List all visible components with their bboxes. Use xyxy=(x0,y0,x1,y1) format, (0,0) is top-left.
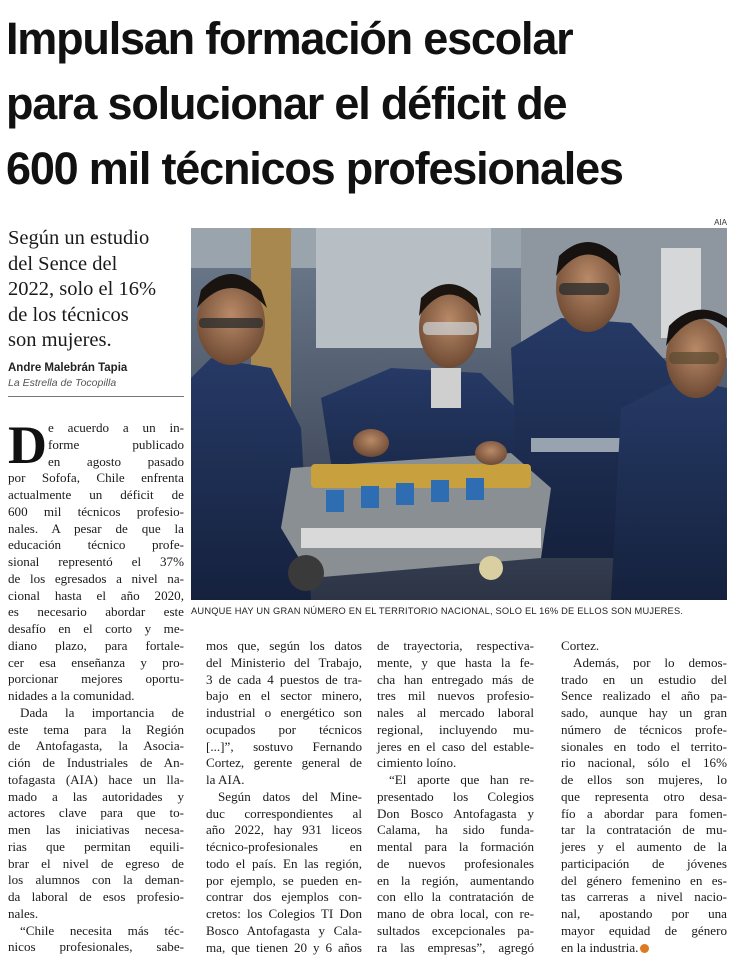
text-line: “El aporte que han re- xyxy=(389,772,534,787)
headline-line: Impulsan formación escolar xyxy=(6,13,573,64)
text-line: la AIA. xyxy=(206,772,245,787)
text-line: sultados excepcionales pa- xyxy=(377,922,534,938)
text-line: rias que permitan equili- xyxy=(8,838,184,854)
text-line: 3 de cada 4 puestos de tra- xyxy=(206,671,362,687)
text-line: da laboral de esos profesio- xyxy=(8,889,184,904)
text-line: jeres y el aumento de la xyxy=(561,839,727,854)
text-line: tas carreras a nivel nacio- xyxy=(561,889,727,905)
text-line: los alumnos con la deman- xyxy=(8,872,184,888)
text-line: Cortez. xyxy=(561,638,600,653)
text-line: técnico-profesionales en xyxy=(206,839,362,854)
text-line: de ellos son mujeres, lo xyxy=(561,772,727,787)
lead-line: del Sence del xyxy=(8,252,118,275)
text-line: actores clave para que to- xyxy=(8,805,184,821)
text-line: Bosco Antofagasta y Cala- xyxy=(206,922,362,938)
paragraph xyxy=(206,789,362,957)
text-line: duc correspondientes al xyxy=(206,805,362,821)
text-line: cretos: los Colegios TI Don xyxy=(206,906,362,921)
text-line: 600 mil técnicos profesio- xyxy=(8,503,184,519)
byline-author: Andre Malebrán Tapia xyxy=(8,362,128,374)
text-line: del género femenino en es- xyxy=(561,872,727,888)
text-line: actualmente un déficit de xyxy=(8,487,184,502)
text-line: de trayectoria, respectiva- xyxy=(377,638,534,653)
text-line: por ejemplo, se pueden en- xyxy=(206,872,362,888)
text-line: nicos profesionales, sabe- xyxy=(8,939,184,955)
text-line: industrial o energético son xyxy=(206,705,362,720)
text-line: ción de Industriales de An- xyxy=(8,755,184,770)
text-line xyxy=(561,940,727,957)
text-line: mayor equidad de género xyxy=(561,922,727,938)
text-line: mano de obra local, con re- xyxy=(377,906,534,921)
text-line: cha han entregado más de xyxy=(377,671,534,687)
article-column-3 xyxy=(377,638,534,956)
text-line: regional, incluyendo mu- xyxy=(377,721,534,737)
lead-line: Según un estudio xyxy=(8,227,150,249)
photo-caption: AUNQUE HAY UN GRAN NÚMERO EN EL TERRITORIO NACIONAL, SOLO EL 16% DE ELLOS SON MUJERES. xyxy=(191,606,684,616)
article-column-2 xyxy=(206,638,362,956)
text-line: tres mil nuevos profesio- xyxy=(377,688,534,704)
text-line: diano plazo, para fortale- xyxy=(8,637,184,653)
text-line: Don Bosco Antofagasta y xyxy=(377,805,534,821)
text-line: contrar dos ejemplos con- xyxy=(206,889,362,905)
lead-line: son mujeres. xyxy=(8,329,112,351)
text-line: brar el nivel de egreso de xyxy=(8,855,184,871)
drop-cap: D xyxy=(8,415,47,475)
text-line: en agosto pasado xyxy=(48,453,184,469)
text-line: este tema para la Región xyxy=(8,721,184,737)
end-mark-icon xyxy=(640,944,649,953)
text-line: sional representó el 37% xyxy=(8,554,184,569)
lead-line: de los técnicos xyxy=(8,303,129,326)
lead-line: 2022, solo el 16% xyxy=(8,278,157,300)
text-line: año 2022, hay 931 liceos xyxy=(206,822,362,838)
paragraph xyxy=(561,655,727,957)
byline-divider xyxy=(8,396,184,397)
article-photo xyxy=(191,228,727,600)
text-line: mente, y que hasta la fe- xyxy=(377,654,534,670)
text-line: “Chile necesita más téc- xyxy=(20,922,184,938)
text-line: desafío en el corto y me- xyxy=(8,621,184,636)
paragraph xyxy=(561,638,727,655)
headline-line: para solucionar el déficit de xyxy=(6,78,567,129)
text-line: cer esa enseñanza y pro- xyxy=(8,654,184,670)
text-line: tar la contratación de mu- xyxy=(561,822,727,838)
text-line: Según datos del Mine- xyxy=(218,788,362,804)
text-line: todo el país. En las región, xyxy=(206,855,362,871)
lead-summary xyxy=(8,226,178,354)
text-line: presentado los Colegios xyxy=(377,788,534,804)
text-line: por Sofofa, Chile enfrenta xyxy=(8,470,184,486)
article-column-1 xyxy=(8,415,184,956)
text-line: Calama, ha sido funda- xyxy=(377,822,534,838)
text-line: nal, apostando por una xyxy=(561,906,727,921)
text-line: Además, por lo demos- xyxy=(573,654,727,670)
text-line: mos que, según los datos xyxy=(206,638,362,653)
text-line: es necesario abordar este xyxy=(8,604,184,620)
text-line: mental para la formación xyxy=(377,839,534,854)
headline-line: 600 mil técnicos profesionales xyxy=(6,143,623,194)
text-line: participación de jóvenes xyxy=(561,855,727,871)
paragraph xyxy=(206,638,362,789)
text-line: nales al mercado laboral xyxy=(377,705,534,720)
paragraph xyxy=(377,638,534,772)
text-line: bajo en el sector minero, xyxy=(206,688,362,704)
text-line: mado a las autoridades y xyxy=(8,788,184,804)
text-line: sionales en todo el territo- xyxy=(561,738,727,754)
text-line: nales. A pesar de que la xyxy=(8,520,184,536)
text-line: rio nacional, sólo el 16% xyxy=(561,755,727,771)
photo-credit: AIA xyxy=(714,218,727,227)
paragraph xyxy=(8,705,184,923)
text-line: de los egresados a nivel na- xyxy=(8,570,184,586)
text-line: de Antofagasta, la Asocia- xyxy=(8,738,184,754)
photo-illustration xyxy=(191,228,727,600)
text-line: en la región, aumentando xyxy=(377,872,534,888)
paragraph xyxy=(8,923,184,957)
text-line: forme publicado xyxy=(48,436,184,452)
text-line: educación técnico profe- xyxy=(8,537,184,553)
text-line: sado, aunque hay un gran xyxy=(561,705,727,720)
paragraph xyxy=(377,772,534,956)
byline-outlet: La Estrella de Tocopilla xyxy=(8,377,117,389)
text-line: nales. xyxy=(8,905,39,921)
text-line: ra las empresas”, agregó xyxy=(377,939,534,955)
text-line: nidades a la comunidad. xyxy=(8,688,135,703)
text-line: que representa otro desa- xyxy=(561,788,727,804)
text-line: del Ministerio del Trabajo, xyxy=(206,654,362,670)
text-line: tofagasta (AIA) hace un lla- xyxy=(8,771,184,787)
text-line: Dada la importancia de xyxy=(20,704,184,720)
text-line: Sence realizado el año pa- xyxy=(561,688,727,704)
text-line: [...]”, sostuvo Fernando xyxy=(206,738,362,754)
text-line: con ello la contratación de xyxy=(377,889,534,905)
text-line: cional hasta el año 2020, xyxy=(8,587,184,603)
text-line-content: en la industria. xyxy=(561,939,639,955)
text-line: de nuevos profesionales xyxy=(377,855,534,871)
text-line: porcionar mejores oportu- xyxy=(8,671,184,687)
text-line: trado en un estudio del xyxy=(561,671,727,687)
text-line: ocupados por técnicos xyxy=(206,721,362,737)
headline xyxy=(6,6,731,201)
text-line: jeres en el caso del estable- xyxy=(377,738,534,754)
text-line: fío a abordar para fomen- xyxy=(561,805,727,821)
text-line: men las iniciativas necesa- xyxy=(8,822,184,837)
text-line: cimiento loíno. xyxy=(377,755,457,771)
text-line: número de técnicos profe- xyxy=(561,721,727,737)
article-column-4 xyxy=(561,638,727,956)
text-line: Cortez, gerente general de xyxy=(206,755,362,771)
text-line: ma, que tienen 20 y 6 años xyxy=(206,939,362,955)
text-line: e acuerdo a un in- xyxy=(48,420,184,435)
